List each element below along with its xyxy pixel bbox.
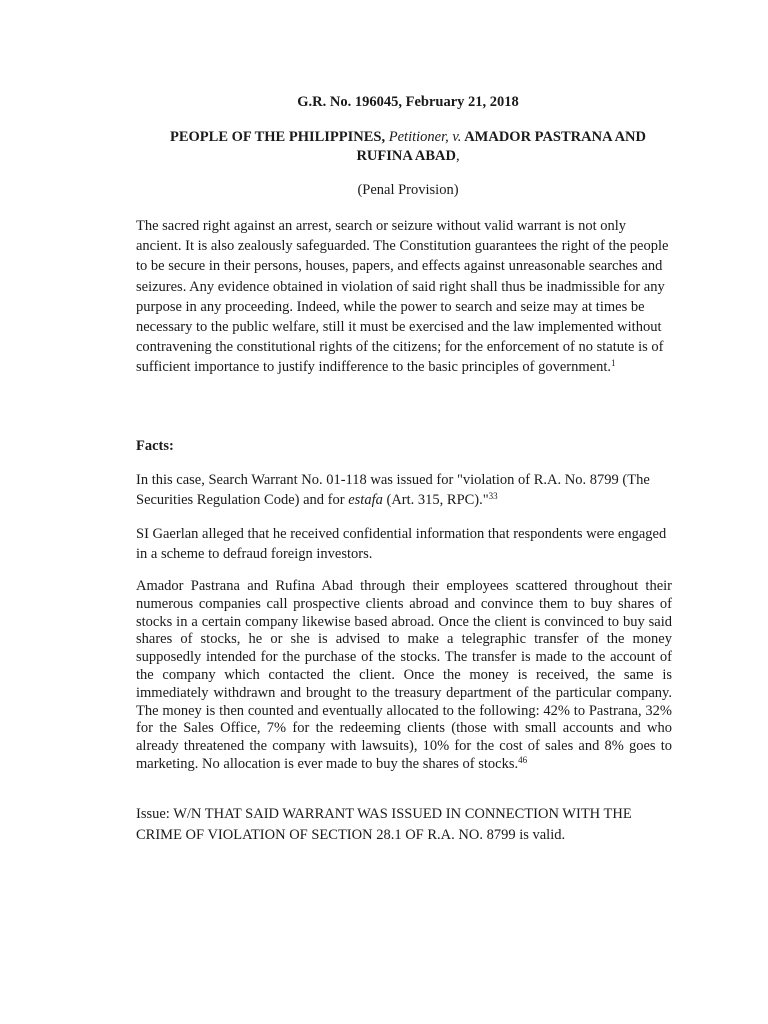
plaintiff-name: PEOPLE OF THE PHILIPPINES, — [170, 129, 386, 145]
issue-paragraph: Issue: W/N THAT SAID WARRANT WAS ISSUED IN CONNECTION WITH THE CRIME OF VIOLATION OF SECTION 28.1 OF R.A. NO. 8799 is valid. — [136, 806, 632, 843]
case-number: G.R. No. 196045, February 21, 2018 — [297, 94, 519, 110]
respondents-line1: AMADOR PASTRANA AND — [464, 129, 646, 145]
intro-text: The sacred right against an arrest, search or seizure without valid warrant is not only ancient. It is also zealously safeguarded. The Constitution guarantees the right of the people to be secure in their persons, houses, papers, and effects against unreasonable searches and seizures. Any evidence obtained in violation of said right shall thus be inadmissible for any purpose in any proceeding. Indeed, while the power to search and seize may at times be necessary to the public welfare, still it must be exercised and the law implemented without contravening the constitutional rights of the citizens; for the enforcement of no statute is of sufficient importance to justify indifference to the basic principles of government. — [136, 218, 669, 376]
plaintiff-role: Petitioner, v. — [388, 129, 462, 145]
allegation-paragraph: SI Gaerlan alleged that he received confidential information that respondents were engaged in a scheme to defraud foreign investors. — [136, 526, 667, 563]
warrant-text-italic: estafa — [348, 492, 383, 509]
respondents-line2: RUFINA ABAD — [356, 148, 456, 164]
footnote-ref: 46 — [518, 754, 528, 765]
provision-label: (Penal Provision) — [357, 182, 459, 198]
footnote-ref: 33 — [488, 491, 498, 502]
footnote-ref: 1 — [611, 358, 616, 369]
scheme-paragraph — [136, 578, 672, 774]
intro-paragraph — [136, 216, 672, 378]
case-parties — [120, 128, 696, 166]
warrant-text-after: (Art. 315, RPC)." — [382, 492, 489, 509]
respondents-trail: , — [455, 148, 460, 164]
facts-heading: Facts: — [136, 438, 174, 454]
scheme-text: Amador Pastrana and Rufina Abad through their employees scattered throughout their numerous companies call prospective clients abroad and convince them to buy shares of stocks in a certain company likewise based abroad. Once the client is convinced to buy said shares of stocks, he or she is advised to make a telegraphic transfer of the money supposedly intended for the purchase of the stocks. The transfer is made to the account of the company which contacted the client. Once the money is received, the same is immediately withdrawn and brought to the treasury department of the particular company. The money is then counted and eventually allocated to the following: 42% to Pastrana, 32% for the Sales Office, 7% for the redeeming clients (those with small accounts and who already threatened the company with lawsuits), 10% for the cost of sales and 8% goes to marketing. No allocation is ever made to buy the shares of stocks. — [136, 578, 672, 772]
warrant-text-before: In this case, Search Warrant No. 01-118 was issued for "violation of R.A. No. 8799 (The Securities Regulation Code) and for — [136, 472, 650, 509]
warrant-paragraph — [136, 470, 672, 510]
